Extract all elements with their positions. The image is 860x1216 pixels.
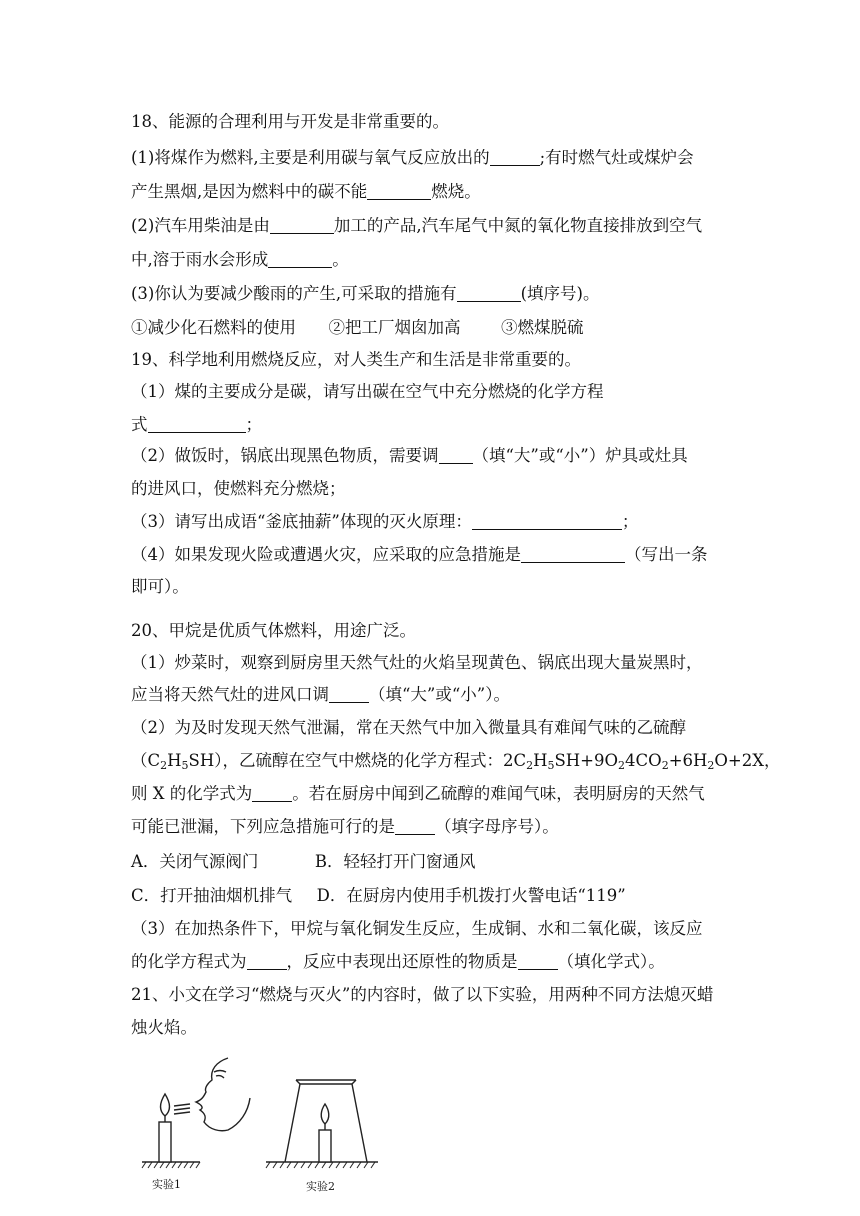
q18-part3 [131,282,600,306]
q19-part3 [131,510,638,534]
q18-p3-text-b: (填序号)。 [520,284,600,303]
q18-p1-text-c: 产生黑烟,是因为燃料中的碳不能 [131,182,368,201]
answer-blank [395,816,435,835]
q20-p1-text-c: （填“大”或“小”）。 [369,685,510,704]
chem-text: （C [131,751,161,770]
q19-part1-line1: （1）煤的主要成分是碳，请写出碳在空气中充分燃烧的化学方程 [131,382,604,401]
q19-part2-line1 [131,444,688,468]
chem-text: SH），乙硫醇在空气中燃烧的化学方程式：2C [188,751,527,770]
q20-part2-line3 [131,782,705,806]
answer-blank [490,147,540,166]
chem-text: H [167,751,182,770]
q20-options-cd [131,884,626,908]
answer-blank [268,249,332,268]
q18-p2-text-d: 。 [332,250,349,269]
q20-p2-text-d2: （填字母序号）。 [435,817,559,836]
q19-p4-text-a: （4）如果发现火险或遭遇火灾，应采取的应急措施是 [131,545,521,564]
q19-p4-text-b: （写出一条 [625,545,708,564]
q20-option-b: B．轻轻打开门窗通风 [314,852,476,871]
q19-part4-line1 [131,543,708,567]
q19-p1-text-b: 式 [131,415,148,434]
q20-part2-line4 [131,815,559,839]
q18-option-3: ③燃煤脱硫 [501,318,584,337]
answer-blank [247,951,287,970]
q20-options-ab [131,850,476,874]
q20-p2-text-c2: 。若在厨房中闻到乙硫醇的难闻气味，表明厨房的天然气 [292,784,705,803]
q20-part3-line2 [131,950,665,974]
q18-p2-text-b: 加工的产品,汽车尾气中氮的氧化物直接排放到空气 [333,216,703,235]
q20-part2-line2 [131,749,781,773]
q18-part2-line1 [131,214,702,238]
q20-part2-line1: （2）为及时发现天然气泄漏，常在天然气中加入微量具有难闻气味的乙硫醇 [131,718,686,737]
chem-text: O+2X， [714,751,781,770]
experiment-2-drawing [266,1080,378,1168]
q18-title: 18、能源的合理利用与开发是非常重要的。 [131,112,449,131]
q20-option-a: A．关闭气源阀门 [131,852,259,871]
experiment-2-label: 实验2 [306,1180,335,1193]
answer-blank [367,181,431,200]
q20-p2-text-c1: 则 X 的化学式为 [131,784,253,803]
experiment-1-label: 实验1 [152,1178,181,1191]
answer-blank [329,684,369,703]
q19-p3-text-a: （3）请写出成语“釜底抽薪”体现的灭火原理： [131,512,472,531]
q20-p3-text-b3: （填化学式）。 [557,952,665,971]
q18-part2-line2 [131,248,349,272]
q19-part2-line2: 的进风口，使燃料充分燃烧； [131,479,346,498]
q18-p2-text-a: (2)汽车用柴油是由 [131,216,270,235]
q18-option-2: ②把工厂烟囱加高 [328,318,461,337]
q20-option-c: C．打开抽油烟机排气 [131,886,293,905]
q20-option-d: D．在厨房内使用手机拨打火警电话“119” [316,886,626,905]
q19-p2-text-b: （填“大”或“小”）炉具或灶具 [472,446,688,465]
answer-blank [457,283,521,302]
answer-blank [439,445,473,464]
q19-title: 19、科学地利用燃烧反应，对人类生产和生活是非常重要的。 [131,350,581,369]
q20-part3-line1: （3）在加热条件下，甲烷与氧化铜发生反应，生成铜、水和二氧化碳，该反应 [131,919,703,938]
chem-subscript: 5 [181,759,189,772]
q18-p1-text-b: ;有时燃气灶或煤炉会 [539,148,694,167]
q18-option-1: ①减少化石燃料的使用 [131,318,296,337]
q20-p3-text-b2: ，反应中表现出还原性的物质是 [286,952,518,971]
q19-p3-text-b: ； [621,512,639,531]
q19-part4-line2: 即可）。 [131,577,189,596]
q20-p1-text-b: 应当将天然气灶的进风口调 [131,685,329,704]
q21-title-line1: 21、小文在学习“燃烧与灭火”的内容时，做了以下实验，用两种不同方法熄灭蜡 [131,985,714,1004]
chem-text: +6H [668,751,708,770]
q18-p3-text-a: (3)你认为要减少酸雨的产生,可采取的措施有 [131,284,457,303]
q20-part1-line1: （1）炒菜时，观察到厨房里天然气灶的火焰呈现黄色、锅底出现大量炭黑时， [131,653,703,672]
answer-blank [518,951,558,970]
q20-title: 20、甲烷是优质气体燃料，用途广泛。 [131,621,416,640]
answer-blank [252,783,292,802]
q18-part1-line2 [131,180,481,204]
q19-p1-text-c: ； [245,415,262,434]
chem-subscript: 2 [661,759,669,772]
q18-part1-line1 [131,146,694,170]
q20-part1-line2 [131,683,510,707]
answer-blank [472,511,622,530]
q20-p2-text-d1: 可能已泄漏，下列应急措施可行的是 [131,817,395,836]
q18-p2-text-c: 中,溶于雨水会形成 [131,250,269,269]
chem-subscript: 2 [160,759,168,772]
experiment-1-drawing [142,1058,250,1168]
chem-subscript: 2 [526,759,534,772]
q18-p1-text-a: (1)将煤作为燃料,主要是利用碳与氧气反应放出的 [131,148,490,167]
answer-blank [521,544,625,563]
chem-text: H [533,751,548,770]
q20-p3-text-b1: 的化学方程式为 [131,952,247,971]
chem-subscript: 2 [618,759,626,772]
chem-subscript: 5 [547,759,555,772]
answer-blank [148,414,246,433]
chem-text: 4CO [625,751,662,770]
q19-part1-line2 [131,413,262,437]
chem-subscript: 2 [707,759,715,772]
answer-blank [270,215,334,234]
chem-text: SH+9O [554,751,619,770]
q21-title-line2: 烛火焰。 [131,1018,197,1037]
q18-options [131,316,584,340]
experiment-figure [140,1050,400,1200]
q19-p2-text-a: （2）做饭时，锅底出现黑色物质，需要调 [131,446,439,465]
q18-p1-text-d: 燃烧。 [431,182,481,201]
